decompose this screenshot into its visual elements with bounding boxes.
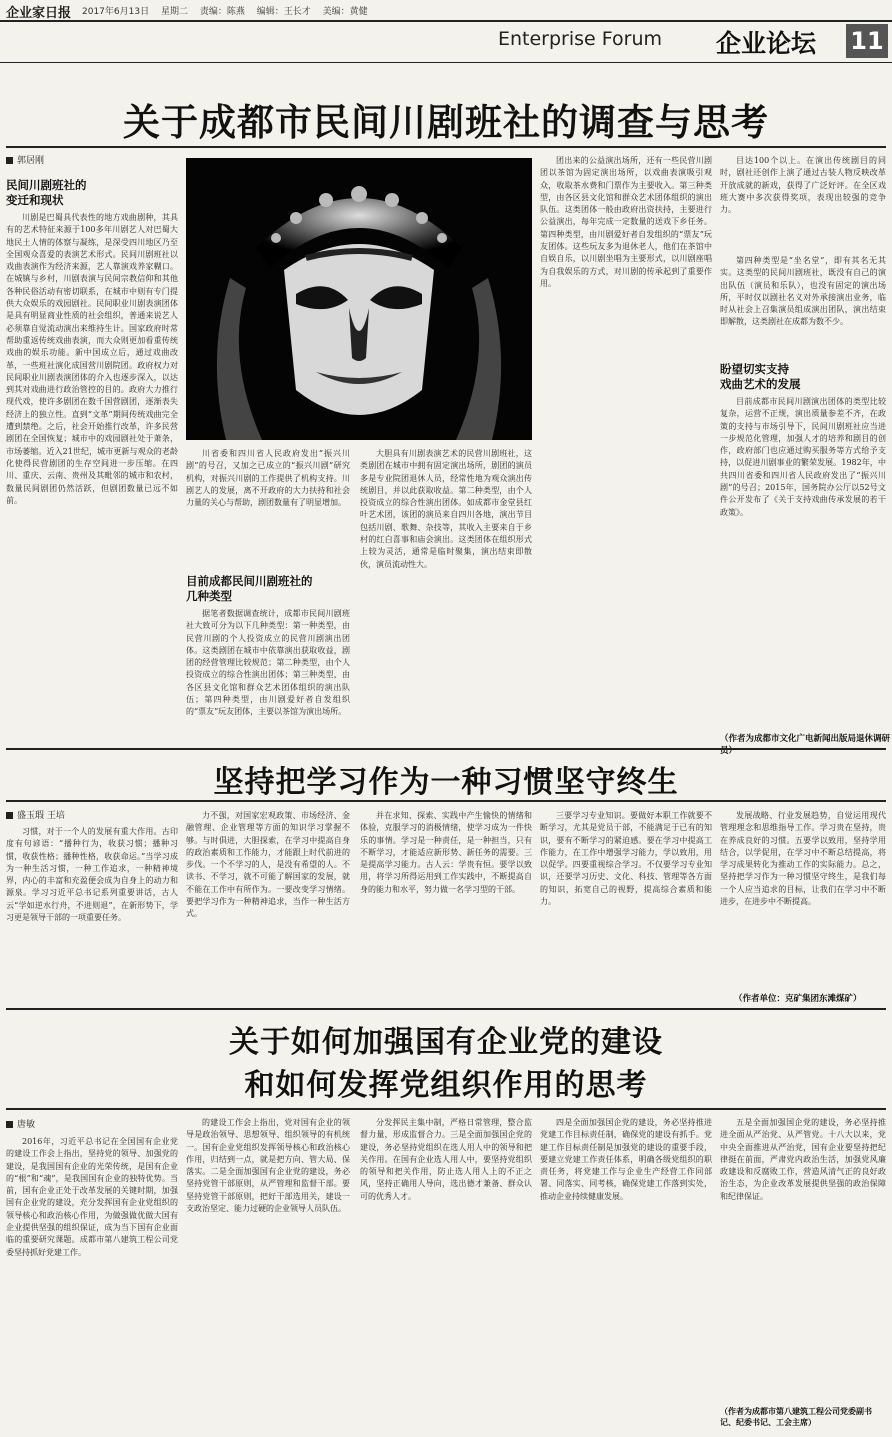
article2-headline: 坚持把学习作为一种习惯坚守终生	[213, 765, 679, 800]
article1-column-5-mid	[720, 255, 886, 351]
article3-column-1	[6, 1136, 178, 1432]
divider	[6, 146, 886, 148]
article-text: 目达100个以上。在演出传统剧目的同时，剧社还创作上演了通过古装人物反映改革开放成就的新戏，获得了广泛好评。在全区戏班大赛中多次获得奖项，表现出较强的竞争力。	[720, 156, 886, 215]
article1-column-1	[6, 212, 178, 744]
article1-subhead-1	[6, 178, 87, 208]
section-title-cn: 企业论坛	[716, 29, 817, 58]
divider	[6, 800, 886, 802]
article2-column-2	[186, 810, 350, 1006]
article3-author-note: （作者为成都市第八建筑工程公司党委副书记、纪委书记、工会主席）	[720, 1407, 872, 1427]
article3-column-2	[186, 1117, 350, 1432]
article-text: 团出来的公益演出场所，还有一些民营川剧团以茶馆为固定演出场所，以戏曲表演吸引观众，收取茶水费和门票作为主要收入。第三种类型，由各区县文化馆和群众艺术团体组织的演出队伍。这类团体一般由政府出资扶持，主要进行公益演出，每年完成一定数量的送戏下乡任务。第四种类型，由川剧爱好者自发组织的“票友”玩友团体。这些玩友多为退休老人，他们在茶馆中自娱自乐，以川剧坐唱为主要形式，以川剧座唱为自我娱乐的方式，对川剧的传承起到了重要作用。	[540, 156, 712, 288]
article-text: 分发挥民主集中制，严格日常管理，整合监督力量，形成监督合力。三是全面加强国企党的建设，务必坚持党组织在选人用人中的领导和把关作用。在国有企业选人用人中，要坚持党组织的领导和把关作用，防止选人用人上的不正之风，坚持正确用人导向，选出德才兼备、群众认可的优秀人才。	[360, 1118, 532, 1201]
byline-author: 盛玉瑕 王培	[17, 811, 65, 821]
article1-headline: 关于成都市民间川剧班社的调查与思考	[123, 100, 769, 144]
divider	[6, 1008, 886, 1010]
article1-column-2	[186, 608, 350, 744]
issue-editor: 责编：陈燕	[199, 7, 245, 17]
subhead-line: 几种类型	[186, 589, 232, 603]
sichuan-opera-face-photo	[186, 158, 532, 440]
newspaper-name: 企业家日报	[6, 6, 72, 21]
article2-column-1	[6, 826, 178, 1006]
issue-meta	[82, 4, 377, 17]
article2-column-4	[540, 810, 712, 1006]
article-text: 三要学习专业知识。要做好本职工作就要不断学习，尤其是党员干部，不能满足于已有的知识，要有不断学习的紧迫感。要在学习中提高工作能力，在工作中增强学习能力，学以致用，用以促学。四要重视综合学习。不仅要学习专业知识，还要学习历史、文化、科技、管理等各方面的知识，拓宽自己的视野，提高综合素质和能力。	[540, 811, 712, 907]
article1-byline	[6, 153, 44, 166]
section-title-en: Enterprise Forum	[498, 28, 663, 50]
article2-column-5	[720, 810, 886, 990]
divider	[6, 1108, 886, 1110]
byline-author: 郭居刚	[17, 156, 45, 166]
article-text: 川省委和四川省人民政府发出“振兴川剧”的号召，又加之已成立的“振兴川剧”研究机构，对振兴川剧的工作提供了机构支持。川剧艺人的发展，离不开政府的大力扶持和社会力量的关心与帮助，剧团数量有了明显增加。	[186, 449, 350, 508]
article1-column-4	[540, 155, 712, 744]
article-text: 目前成都市民间川剧演出团体的类型比较复杂，运营不正规，演出质量参差不齐，在政策的支持与市场引导下，民间川剧班社应当进一步规范化管理，加强人才的培养和剧目的创作，政府部门也应通过购买服务等方式给予支持，以促进川剧事业的繁荣发展。1982年，中共四川省委和四川省人民政府发出了“振兴川剧”的号召；2015年，国务院办公厅以52号文件公开发布了《关于支持戏曲传承发展的若干政策》。	[720, 397, 886, 517]
issue-copy-editor: 编辑：王长才	[256, 7, 311, 17]
article1-column-5-top	[720, 155, 886, 251]
subhead-line: 戏曲艺术的发展	[720, 377, 801, 391]
divider	[6, 748, 886, 750]
article3-column-5	[720, 1117, 886, 1402]
article-text: 四是全面加强国企党的建设，务必坚持推进党建工作目标责任制，确保党的建设有抓手。党建工作目标责任制是加强党的建设的重要手段，要建立党建工作责任体系，明确各级党组织的职责任务，将党建工作与企业生产经营工作同部署、同落实、同考核，确保党建工作落到实处，推动企业持续健康发展。	[540, 1118, 712, 1201]
opera-mask-image	[186, 158, 532, 440]
article-text: 习惯，对于一个人的发展有重大作用。古印度有句谚语：“播种行为，收获习惯；播种习惯，收获性格；播种性格，收获命运。”当学习成为一种生活习惯，一种工作追求，一种精神境界，内心的丰富和充盈便会成为自身上的动力和源泉。学习习近平总书记系列重要讲话，古人云“学如逆水行舟，不进则退”，在新形势下，学习更是领导干部的一项重要任务。	[6, 827, 178, 923]
article-text: 并在求知、探索、实践中产生愉快的情绪和体验，克服学习的消极情绪，使学习成为一件快乐的事情。学习是一种责任，是一种担当，只有不断学习，才能适应新形势、新任务的需要。三是提高学习能力。古人云：学贵有恒。要学以致用，将学习所得运用到工作实践中，不断提高自身的能力和水平，努力做一名学习型的干部。	[360, 811, 532, 894]
issue-date: 2017年6月13日	[82, 7, 150, 17]
masthead	[0, 0, 892, 22]
byline-author: 唐敏	[17, 1120, 36, 1130]
article2-author-note: （作者单位：克矿集团东滩煤矿）	[734, 994, 862, 1004]
subhead-line: 变迁和现状	[6, 193, 64, 207]
article1-subhead-3	[720, 362, 801, 392]
article1-column-5	[720, 396, 886, 728]
page-number: 11	[846, 24, 888, 58]
subhead-line: 目前成都民间川剧班社的	[186, 574, 313, 588]
issue-designer: 美编：黄健	[322, 7, 368, 17]
byline-square-icon	[6, 1121, 13, 1128]
article1-column-2-top	[186, 448, 350, 508]
article-text: 2016年，习近平总书记在全国国有企业党的建设工作会上指出，坚持党的领导、加强党的建设，是我国国有企业的光荣传统，是国有企业的“根”和“魂”，是我国国有企业的独特优势。当前，国有企业正处于改革发展的关键时期，加强国有企业党的建设，充分发挥国有企业党组织的领导核心和政治核心作用，为做强做优做大国有企业提供坚强的组织保证，成为当下国有企业面临的重要研究课题。成都市第八建筑工程公司党委坚持抓好党建工作。	[6, 1137, 178, 1257]
article1-author-note: （作者为成都市文化广电新闻出版局退休调研员）	[720, 734, 891, 756]
article-text: 力不强，对国家宏观政策、市场经济、金融管理、企业管理等方面的知识学习掌握不够。与时俱进，大胆探索，在学习中提高自身的政治素质和工作能力，才能跟上时代前进的步伐。一个不学习的人，是没有希望的人。不读书、不学习，就不可能了解国家的发展，就不能在工作中有所作为。一要改变学习情绪。要把学习作为一种精神追求，当作一种生活方式。	[186, 811, 350, 919]
article2-byline	[6, 808, 65, 821]
article1-subhead-2	[186, 574, 313, 604]
article3-column-3	[360, 1117, 532, 1432]
article-text: 第四种类型是“坐名堂”，即有其名无其实。这类型的民间川剧班社，既没有自己的演出队伍（演员和乐队），也没有固定的演出场所，平时仅以剧社名义对外承接演出业务，临时从社会上召集演员组成演出团队，演出结束即解散，这类剧社在成都为数不少。	[720, 256, 886, 327]
article3-byline	[6, 1117, 35, 1130]
article2-column-3	[360, 810, 532, 1006]
byline-square-icon	[6, 812, 13, 819]
article-text: 五是全面加强国企党的建设，务必坚持推进全面从严治党、从严管党。十八大以来，党中央全面推进从严治党，国有企业要坚持把纪律挺在前面，严肃党内政治生活，加强党风廉政建设和反腐败工作，营造风清气正的良好政治生态，为企业改革发展提供坚强的政治保障和纪律保证。	[720, 1118, 886, 1201]
article3-column-4	[540, 1117, 712, 1432]
article3-headline-line-1: 关于如何加强国有企业党的建设	[229, 1025, 663, 1060]
issue-weekday: 星期二	[160, 7, 188, 17]
byline-square-icon	[6, 157, 13, 164]
article-text: 川剧是巴蜀具代表性的地方戏曲剧种，其具有的艺术特征来源于100多年川剧艺人对巴蜀大地民土人情的体察与凝练，是深受四川地区乃至全国观众喜爱的表演艺术形式。民间川剧班社以戏曲表演作为经济来源，艺人靠演戏养家糊口。在城镇与乡村，川剧表演与民间宗教信仰和其他各种民俗活动有密切联系，在城市中则有专门提供大众娱乐的戏园剧社。民间职业川剧表演团体是具有明显商业性质的社会组织，普通来说艺人必须靠自觉流动演出来维持生计。国家政府时常帮助重返传统戏曲表演，而大众则更加看重传统戏曲的娱乐功能。新中国成立后，通过戏曲改革，一些班社演化成国营川剧院团。政府权力对民间职业川剧表演团体的介入也逐步深入，以达到其对戏曲进行政治管控的目的。政府大力推行现代戏，使许多剧团在数千国营剧团，逐渐表失经济上的独立性。直到“文革”期间传统戏曲完全遭到禁绝。之后，社会开始推行改革，许多民营剧团在全国恢复；城市中的戏园剧社处于萧条，市场萎缩。近入21世纪，城市更新与观众的老龄化使得民营剧团的生存空间进一步压缩。在四川、重庆、云南、贵州及其毗邻的城市和农村，数量民间剧团仍然活跃，但剧团数量已远不如前。	[6, 213, 178, 505]
article-text: 发展战略、行业发展趋势，自觉运用现代管理理念和思维指导工作。学习贵在坚持，贵在养成良好的习惯。五要学以致用，坚持学用结合，以学促用，在学习中不断总结提高，将学习成果转化为推动工作的实际能力。总之，坚持把学习作为一种习惯坚守终生，是我们每一个人应当追求的目标，让我们在学习中不断进步，在进步中不断提高。	[720, 811, 886, 907]
subhead-line: 民间川剧班社的	[6, 178, 87, 192]
article-text: 的建设工作会上指出，党对国有企业的领导是政治领导、思想领导、组织领导的有机统一。国有企业党组织发挥领导核心和政治核心作用，归结到一点，就是把方向、管大局、保落实。二是全面加强国有企业党的建设，务必坚持党管干部原则，从严管理和监督干部。要坚持党管干部原则，把好干部选用关，建设一支政治坚定、能力过硬的企业领导人员队伍。	[186, 1118, 350, 1214]
article-text: 大胆具有川剧表演艺术的民营川剧班社，这类剧团在城市中拥有固定演出场所，剧团的演员多是专业院团退休人员，经常性地为观众演出传统剧目，并以此获取收益。第二种类型，由个人投资成立的综合性演出团体。如成都市金堂县红叶艺术团，该团的演员来自四川各地，演出节目包括川剧、歌舞、杂技等，其收入主要来自于乡村的红白喜事和庙会演出。这类团体在组织形式上较为灵活，通常是临时聚集，演出结束即散伙，演员流动性大。	[360, 449, 532, 569]
article-text: 据笔者数据调查统计，成都市民间川剧班社大致可分为以下几种类型：第一种类型，由民营川剧的个人投资成立的民营川剧演出团体。这类剧团在城市中依靠演出获取收益，剧团的经营管理比较规范；第二种类型，由个人投资成立的综合性演出团体；第三种类型，由各区县文化馆和群众艺术团体组织的演出队伍；第四种类型，由川剧爱好者自发组织的“票友”玩友团体，主要以茶馆为演出场所。	[186, 609, 350, 717]
subhead-line: 盼望切实支持	[720, 362, 789, 376]
article1-column-3	[360, 448, 532, 744]
section-header	[0, 22, 892, 63]
article3-headline-line-2: 和如何发挥党组织作用的思考	[244, 1068, 648, 1103]
